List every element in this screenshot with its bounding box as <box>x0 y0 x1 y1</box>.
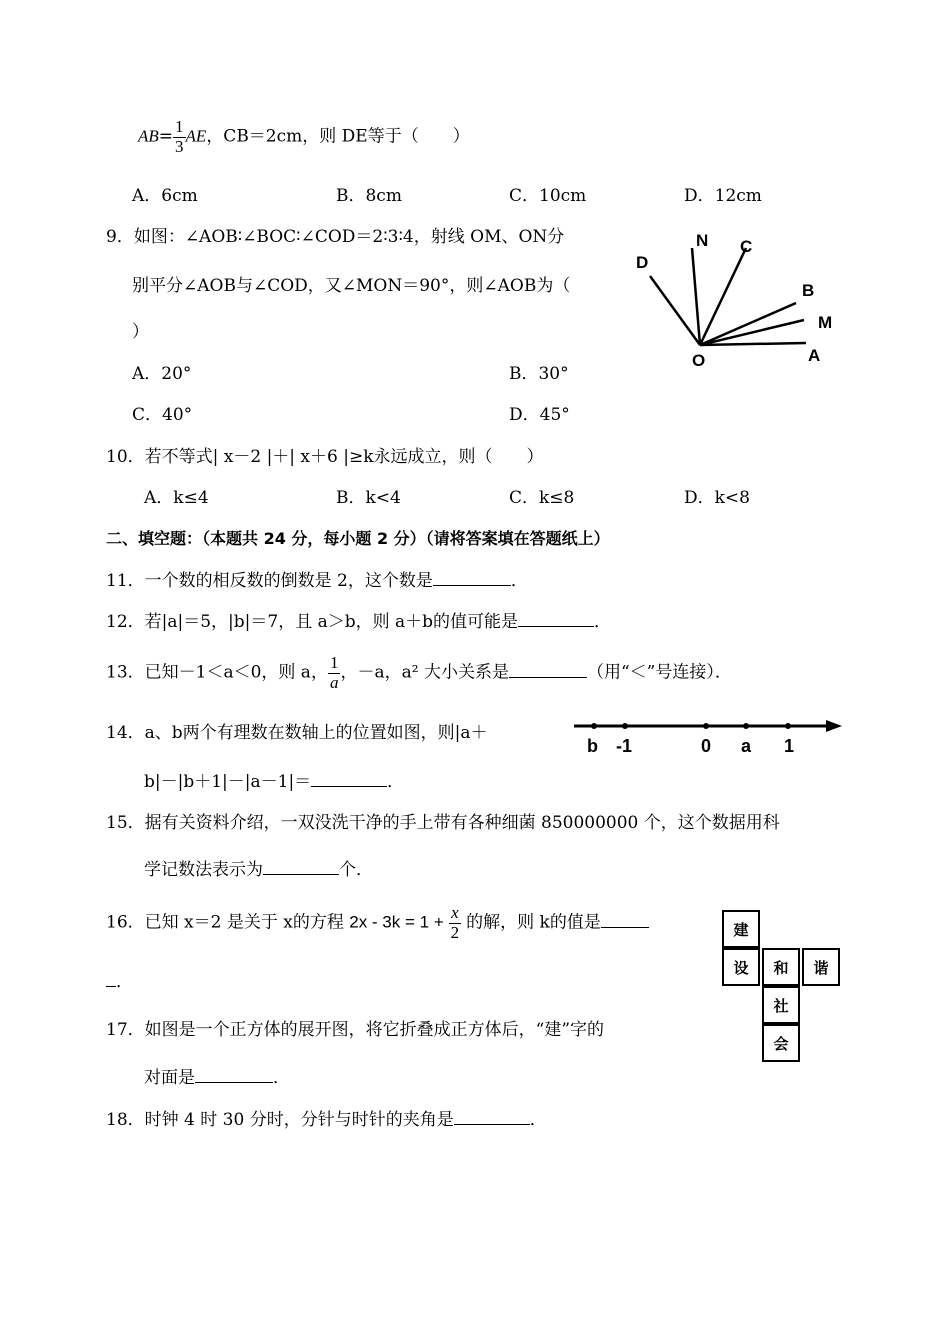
net-cell-hui: 会 <box>762 1024 800 1062</box>
q14-end: ． <box>387 772 405 792</box>
axis-arrow <box>826 720 842 732</box>
label-o: O <box>692 351 706 370</box>
axis-label-0: 0 <box>701 736 712 756</box>
q13-frac-num: 1 <box>329 653 339 672</box>
tick-0 <box>703 723 709 729</box>
q12-end: ． <box>594 612 612 632</box>
q16-line1 <box>106 904 649 942</box>
q12-line <box>106 612 611 632</box>
net-cell-she: 设 <box>722 948 760 986</box>
q13-end: （用“＜”号连接）． <box>586 662 732 683</box>
q9-option-a: A．20° <box>132 364 192 384</box>
q13-post: ，－a，a² 大小关系是 <box>340 662 509 683</box>
q18-text: 18．时钟 4 时 30 分时，分针与时针的夹角是 <box>106 1110 454 1130</box>
q9-option-d: D．45° <box>509 405 570 425</box>
ray-on <box>692 248 700 345</box>
q15-line2 <box>144 860 373 880</box>
q17-end: ． <box>273 1068 290 1088</box>
q10-option-d: D．k<8 <box>684 488 750 508</box>
label-m: M <box>818 313 833 332</box>
q18-line <box>106 1110 547 1130</box>
ray-oa <box>700 343 806 345</box>
q9-line3: ） <box>132 322 149 342</box>
axis-label-b: b <box>587 736 598 756</box>
q11-line <box>106 571 528 591</box>
q13-line <box>106 654 732 692</box>
q15-answer-blank[interactable] <box>263 860 339 875</box>
q14-answer-blank[interactable] <box>311 772 387 787</box>
q9-option-c: C．40° <box>132 405 193 425</box>
q16-answer-blank[interactable] <box>601 913 649 928</box>
label-c: C <box>740 237 753 256</box>
tick-a <box>743 723 749 729</box>
q11-text: 11．一个数的相反数的倒数是 2，这个数是 <box>106 571 433 591</box>
tick-neg1 <box>622 723 628 729</box>
q9-line2: 别平分∠AOB与∠COD，又∠MON＝90°，则∠AOB为（ <box>132 276 571 296</box>
ray-om <box>700 320 804 345</box>
label-a: A <box>808 346 821 365</box>
label-d: D <box>636 253 649 272</box>
tick-b <box>591 723 597 729</box>
label-n: N <box>696 231 709 250</box>
net-cell-she2: 社 <box>762 986 800 1024</box>
axis-label-1: 1 <box>784 736 795 756</box>
q13-fraction <box>328 654 341 692</box>
q8-ab: AB <box>138 126 159 146</box>
q16-line2 <box>106 972 133 992</box>
q8-eq: = <box>158 126 174 147</box>
q14-number-line <box>572 712 844 758</box>
q16-post: 的解，则 k的值是 <box>466 912 601 933</box>
q9-option-b: B．30° <box>509 364 569 384</box>
q10-option-a: A．k≤4 <box>144 488 209 508</box>
tick-1 <box>785 723 791 729</box>
q8-option-a: A．6cm <box>132 186 198 206</box>
q10-option-c: C．k≤8 <box>509 488 575 508</box>
q10-text: 10．若不等式| x－2 |＋| x＋6 |≥k永远成立，则（ ） <box>106 447 544 467</box>
cube-net <box>722 910 842 1066</box>
q8-rest: ，CB＝2cm，则 DE等于（ ） <box>206 126 470 147</box>
net-cell-jian: 建 <box>722 910 760 948</box>
q9-angle-figure <box>628 228 848 373</box>
section2-title: 二、填空题：（本题共 24 分，每小题 2 分）（请将答案填在答题纸上） <box>106 529 610 548</box>
q15-text: 学记数法表示为 <box>144 860 263 880</box>
q17-line2 <box>144 1068 290 1088</box>
q13-pre: 13．已知－1＜a＜0，则 a， <box>106 662 328 683</box>
q16-end: ． <box>116 972 133 992</box>
q14-line1: 14．a、b两个有理数在数轴上的位置如图，则|a＋ <box>106 723 488 743</box>
q17-text: 对面是 <box>144 1068 195 1088</box>
ray-oc <box>700 248 746 345</box>
q16-answer-blank-cont[interactable] <box>106 972 116 987</box>
q11-answer-blank[interactable] <box>433 571 511 586</box>
q8-formula-line <box>138 118 470 156</box>
q17-line1: 17．如图是一个正方体的展开图，将它折叠成正方体后，“建”字的 <box>106 1020 605 1040</box>
net-cell-xie: 谐 <box>802 948 840 986</box>
q11-end: ． <box>510 571 528 591</box>
q17-answer-blank[interactable] <box>195 1068 273 1083</box>
q18-end: ． <box>529 1110 547 1130</box>
q18-answer-blank[interactable] <box>454 1110 530 1125</box>
ray-ob <box>700 303 796 345</box>
q13-frac-den: a <box>329 672 339 692</box>
q10-option-b: B．k<4 <box>336 488 401 508</box>
net-cell-he: 和 <box>762 948 800 986</box>
q9-line1: 9．如图：∠AOB∶∠BOC∶∠COD＝2∶3∶4，射线 OM、ON分 <box>106 227 565 247</box>
q15-line1: 15．据有关资料介绍，一双没洗干净的手上带有各种细菌 850000000 个，这个数据用科 <box>106 813 780 833</box>
q14-line2 <box>144 772 404 792</box>
q8-fraction <box>173 118 186 156</box>
q13-answer-blank[interactable] <box>509 663 587 678</box>
q8-frac-num: 1 <box>175 117 184 136</box>
ray-od <box>650 276 700 345</box>
q16-fraction <box>449 904 461 942</box>
q8-option-c: C．10cm <box>509 186 587 206</box>
q15-end: 个． <box>339 860 373 880</box>
q8-option-b: B．8cm <box>336 186 402 206</box>
q12-text: 12．若|a|＝5，|b|＝7，且 a＞b，则 a＋b的值可能是 <box>106 612 519 632</box>
q16-equation: 2x - 3k = 1 + <box>349 912 444 932</box>
axis-label-neg1: -1 <box>616 736 633 756</box>
q16-pre: 16．已知 x＝2 是关于 x的方程 <box>106 912 344 933</box>
q14-expression: b|－|b＋1|－|a－1|＝ <box>144 772 312 792</box>
q12-answer-blank[interactable] <box>518 612 594 627</box>
q8-frac-den: 3 <box>175 136 184 156</box>
q8-ae: AE <box>185 126 207 146</box>
q16-frac-num: x <box>451 903 459 922</box>
q8-option-d: D．12cm <box>684 186 762 206</box>
label-b: B <box>802 281 815 300</box>
q16-frac-den: 2 <box>450 922 460 942</box>
axis-label-a: a <box>741 736 752 756</box>
